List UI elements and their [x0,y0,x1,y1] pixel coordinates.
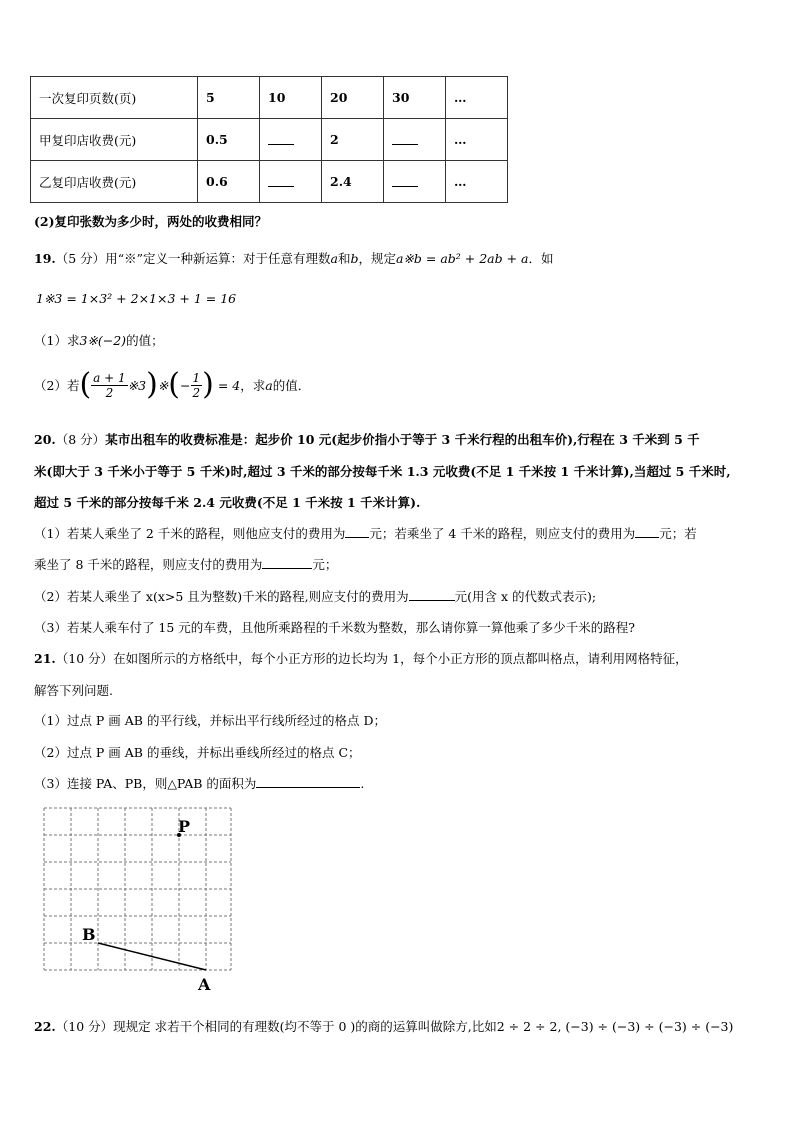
answer-blank[interactable] [392,132,418,145]
q22-score: （10 分） [55,1019,114,1034]
table-cell: 20 [322,77,384,119]
q21-blank[interactable] [256,775,360,788]
q18-part2: (2)复印张数为多少时，两处的收费相同？ [34,214,268,229]
q19-definition: a※b = ab² + 2ab + a [395,251,529,266]
q19-p2-label: （2）若 [34,378,80,393]
q22-text-a: 现规定 求若干个相同的有理数(均不等于 0 )的商的运算叫做除方,比如 [113,1019,497,1034]
blank-cell[interactable] [384,119,446,161]
q20-p1-d: 乘坐了 8 千米的路程，则应支付的费用为 [34,557,263,572]
row-header: 甲复印店收费(元) [31,119,198,161]
q22-line [34,1017,733,1035]
q19-p2-mid: ※3 [127,377,147,393]
q20-line1 [34,430,700,448]
row-header: 一次复印页数(页) [31,77,198,119]
q19-stem [34,249,554,267]
q20-text-1: 某市出租车的收费标准是：起步价 10 元(起步价指小于等于 3 千米行程的出租车价),行程在 3 千米到 5 千 [105,432,700,447]
table-cell: 10 [260,77,322,119]
q21-score: （10 分） [55,651,114,666]
q19-example: 1※3 = 1×3² + 2×1×3 + 1 = 16 [36,291,237,306]
q21-part2: （2）过点 P 画 AB 的垂线，并标出垂线所经过的格点 C； [34,745,361,760]
q21-part1: （1）过点 P 画 AB 的平行线，并标出平行线所经过的格点 D； [34,713,386,728]
q19-text-b: ，规定 [358,251,396,266]
table-cell: … [446,77,508,119]
q19-p2-minus: − [180,377,191,393]
q21-line2: 解答下列问题. [34,683,113,698]
q19-p2-eq: = 4 [217,377,241,393]
blank-cell[interactable] [260,161,322,203]
answer-blank[interactable] [392,174,418,187]
q19-part1 [34,331,164,349]
q20-p1-a: （1）若某人乘坐了 2 千米的路程，则他应支付的费用为 [34,526,346,541]
q20-p2-a: （2）若某人乘坐了 x(x>5 且为整数)千米的路程,则应支付的费用为 [34,589,409,604]
q20-part2 [34,587,596,605]
q20-p1-c: 元；若 [659,526,697,541]
q19-p2-tail-a: ，求 [240,378,266,393]
table-cell: 0.6 [198,161,260,203]
q19-frac-a [91,371,127,400]
q21-line1 [34,649,688,667]
q19-part2 [34,367,311,402]
table-cell: 30 [384,77,446,119]
q21-number: 21. [34,651,56,666]
q21-text-1: 在如图所示的方格纸中，每个小正方形的边长均为 1，每个小正方形的顶点都叫格点，请利用网格特征， [113,651,688,666]
q19-p2-op: ※ [157,377,169,393]
q19-frac-b [191,371,203,400]
q20-blank-4[interactable] [409,588,455,601]
q19-paren-close: ) [146,367,158,402]
answer-blank[interactable] [268,132,294,145]
q22-expr: 2 ÷ 2 ÷ 2, (−3) ÷ (−3) ÷ (−3) ÷ (−3) [496,1019,734,1034]
q19-p2-var: a [265,377,273,393]
q19-paren-close-2: ) [202,367,214,402]
grid-figure [30,800,250,995]
table-cell: 2.4 [322,161,384,203]
label-p: P [178,817,191,836]
q20-blank-3[interactable] [262,556,312,569]
q21-p3-b: . [360,776,365,791]
table-cell: 2 [322,119,384,161]
q20-p2-b: 元(用含 x 的代数式表示); [454,589,597,604]
q19-text-a: 用“※”定义一种新运算：对于任意有理数 [105,251,331,266]
table-row [31,77,508,119]
q19-frac2-num: 1 [192,370,201,385]
q19-and: 和 [337,251,351,266]
table-cell: 5 [198,77,260,119]
table-cell: 0.5 [198,119,260,161]
table-cell: … [446,161,508,203]
q22-number: 22. [34,1019,56,1034]
q19-p1-label: （1）求 [34,333,80,348]
table-row [31,161,508,203]
q21-p3-a: （3）连接 PA、PB，则△PAB 的面积为 [34,776,257,791]
q20-p1-e: 元； [312,557,338,572]
q20-line3: 超过 5 千米的部分按每千米 2.4 元收费(不足 1 千米按 1 千米计算). [34,495,421,510]
q20-p1-b: 元；若乘坐了 4 千米的路程，则应支付的费用为 [369,526,636,541]
q19-text-c: ．如 [528,251,554,266]
q21-part3 [34,774,364,792]
q20-part1-line1 [34,524,697,542]
q20-score: （8 分） [55,432,106,447]
q19-p1-expr: 3※(−2) [79,333,127,348]
q19-var-a: a [330,251,338,266]
row-header: 乙复印店收费(元) [31,161,198,203]
copy-price-table [30,76,508,203]
blank-cell[interactable] [260,119,322,161]
q19-p1-end: 的值； [126,333,164,348]
q19-score: （5 分） [55,251,106,266]
q20-number: 20. [34,432,56,447]
q19-p2-tail-b: 的值． [272,378,311,393]
q20-part3: （3）若某人乘车付了 15 元的车费，且他所乘路程的千米数为整数，那么请你算一算他乘了多少千米的路程? [34,620,636,635]
blank-cell[interactable] [384,161,446,203]
q19-var-b: b [350,251,359,266]
q19-paren-open: ( [79,367,92,402]
q20-blank-1[interactable] [345,525,369,538]
q20-line2: 米(即大于 3 千米小于等于 5 千米)时,超过 3 千米的部分按每千米 1.3 元收费(不足 1 千米按 1 千米计算),当超过 5 千米时, [34,464,731,479]
q19-paren-open-2: ( [168,367,181,402]
table-row [31,119,508,161]
q20-blank-2[interactable] [635,525,659,538]
table-cell: … [446,119,508,161]
answer-blank[interactable] [268,174,294,187]
label-a: A [198,975,211,994]
grid-lines [44,808,231,970]
q19-number: 19. [34,251,56,266]
q20-part1-line2 [34,555,337,573]
q19-frac-num: a + 1 [93,370,126,385]
q19-frac-den: 2 [105,385,114,400]
q19-frac2-den: 2 [192,385,201,400]
label-b: B [82,925,96,944]
